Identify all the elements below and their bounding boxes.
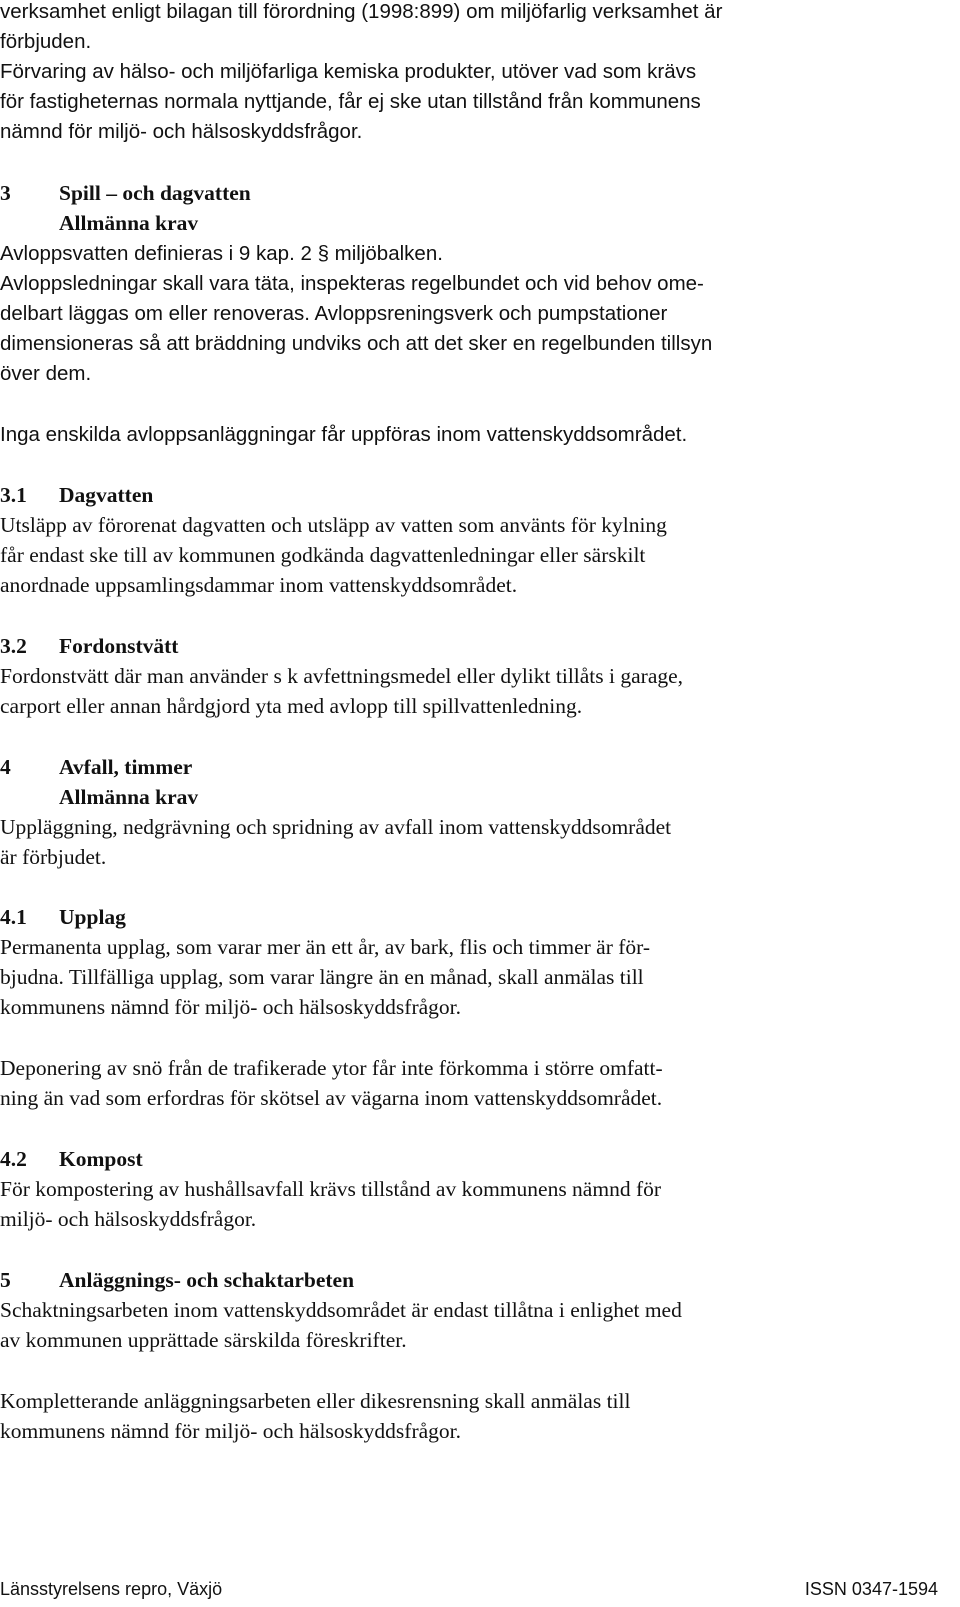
section-number: 3.2 [0, 634, 27, 658]
section-number: 3.1 [0, 483, 27, 507]
section-3-2-line-1: Fordonstvätt där man använder s k avfettningsmedel eller dylikt tillåts i garage, [0, 664, 684, 688]
section-4-2-line-2: miljö- och hälsoskyddsfrågor. [0, 1207, 257, 1231]
intro-line-5: nämnd för miljö- och hälsoskyddsfrågor. [0, 120, 363, 143]
section-4-subheading: Allmänna krav [59, 785, 199, 809]
section-5-line-1: Schaktningsarbeten inom vattenskyddsområdet är endast tillåtna i enlighet med [0, 1298, 682, 1322]
section-number: 4.2 [0, 1147, 27, 1171]
section-5-heading [0, 1265, 354, 1295]
section-4-1-line-3: kommunens nämnd för miljö- och hälsoskyddsfrågor. [0, 995, 461, 1019]
section-title: Kompost [59, 1147, 143, 1171]
section-title: Anläggnings- och schaktarbeten [59, 1268, 355, 1292]
section-title: Upplag [59, 905, 126, 929]
footer-issn: ISSN 0347-1594 [804, 1579, 938, 1599]
intro-line-2: förbjuden. [0, 30, 92, 53]
section-3-1-line-3: anordnade uppsamlingsdammar inom vattenskyddsområdet. [0, 573, 518, 597]
section-title: Spill – och dagvatten [59, 181, 251, 205]
section-3-heading [0, 178, 251, 208]
section-title: Dagvatten [59, 483, 154, 507]
section-4-1-line-5: ning än vad som erfordras för skötsel av vägarna inom vattenskyddsområdet. [0, 1086, 663, 1110]
section-3-subheading: Allmänna krav [59, 211, 199, 235]
section-4-1-line-1: Permanenta upplag, som varar mer än ett år, av bark, flis och timmer är för- [0, 935, 651, 959]
section-4-1-heading [0, 902, 126, 932]
section-3-1-line-2: får endast ske till av kommunen godkända dagvattenledningar eller särskilt [0, 543, 646, 567]
section-number: 5 [0, 1268, 11, 1292]
section-3-2-line-2: carport eller annan hårdgjord yta med avlopp till spillvattenledning. [0, 694, 583, 718]
section-3-2-heading [0, 631, 178, 661]
section-3-paragraph-2-line-2: delbart läggas om eller renoveras. Avloppsreningsverk och pumpstationer [0, 302, 668, 325]
section-number: 3 [0, 181, 11, 205]
section-3-paragraph-2-line-1: Avloppsledningar skall vara täta, inspekteras regelbundet och vid behov ome- [0, 272, 704, 295]
section-5-line-3: Kompletterande anläggningsarbeten eller dikesrensning skall anmälas till [0, 1389, 631, 1413]
section-4-1-line-2: bjudna. Tillfälliga upplag, som varar längre än en månad, skall anmälas till [0, 965, 644, 989]
section-4-line-1: Uppläggning, nedgrävning och spridning av avfall inom vattenskyddsområdet [0, 815, 672, 839]
intro-line-4: för fastigheternas normala nyttjande, får ej ske utan tillstånd från kommunens [0, 90, 701, 113]
intro-line-3: Förvaring av hälso- och miljöfarliga kemiska produkter, utöver vad som krävs [0, 60, 697, 83]
footer-publisher: Länsstyrelsens repro, Växjö [0, 1579, 223, 1599]
section-4-2-line-1: För kompostering av hushållsavfall krävs tillstånd av kommunens nämnd för [0, 1177, 662, 1201]
section-4-2-heading [0, 1144, 143, 1174]
section-3-paragraph-3: Inga enskilda avloppsanläggningar får uppföras inom vattenskyddsområdet. [0, 423, 688, 446]
section-number: 4 [0, 755, 11, 779]
section-4-heading [0, 752, 192, 782]
intro-line-1: verksamhet enligt bilagan till förordning (1998:899) om miljöfarlig verksamhet är [0, 0, 723, 23]
section-3-1-heading [0, 480, 153, 510]
section-4-line-2: är förbjudet. [0, 845, 107, 869]
section-5-line-2: av kommunen upprättade särskilda föreskrifter. [0, 1328, 407, 1352]
section-3-paragraph-1: Avloppsvatten definieras i 9 kap. 2 § miljöbalken. [0, 242, 443, 265]
section-3-paragraph-2-line-3: dimensioneras så att bräddning undviks och att det sker en regelbunden tillsyn [0, 332, 713, 355]
section-number: 4.1 [0, 905, 27, 929]
section-3-1-line-1: Utsläpp av förorenat dagvatten och utsläpp av vatten som använts för kylning [0, 513, 667, 537]
section-title: Fordonstvätt [59, 634, 179, 658]
section-5-line-4: kommunens nämnd för miljö- och hälsoskyddsfrågor. [0, 1419, 461, 1443]
section-title: Avfall, timmer [59, 755, 193, 779]
section-3-paragraph-2-line-4: över dem. [0, 362, 92, 385]
section-4-1-line-4: Deponering av snö från de trafikerade ytor får inte förkomma i större omfatt- [0, 1056, 663, 1080]
